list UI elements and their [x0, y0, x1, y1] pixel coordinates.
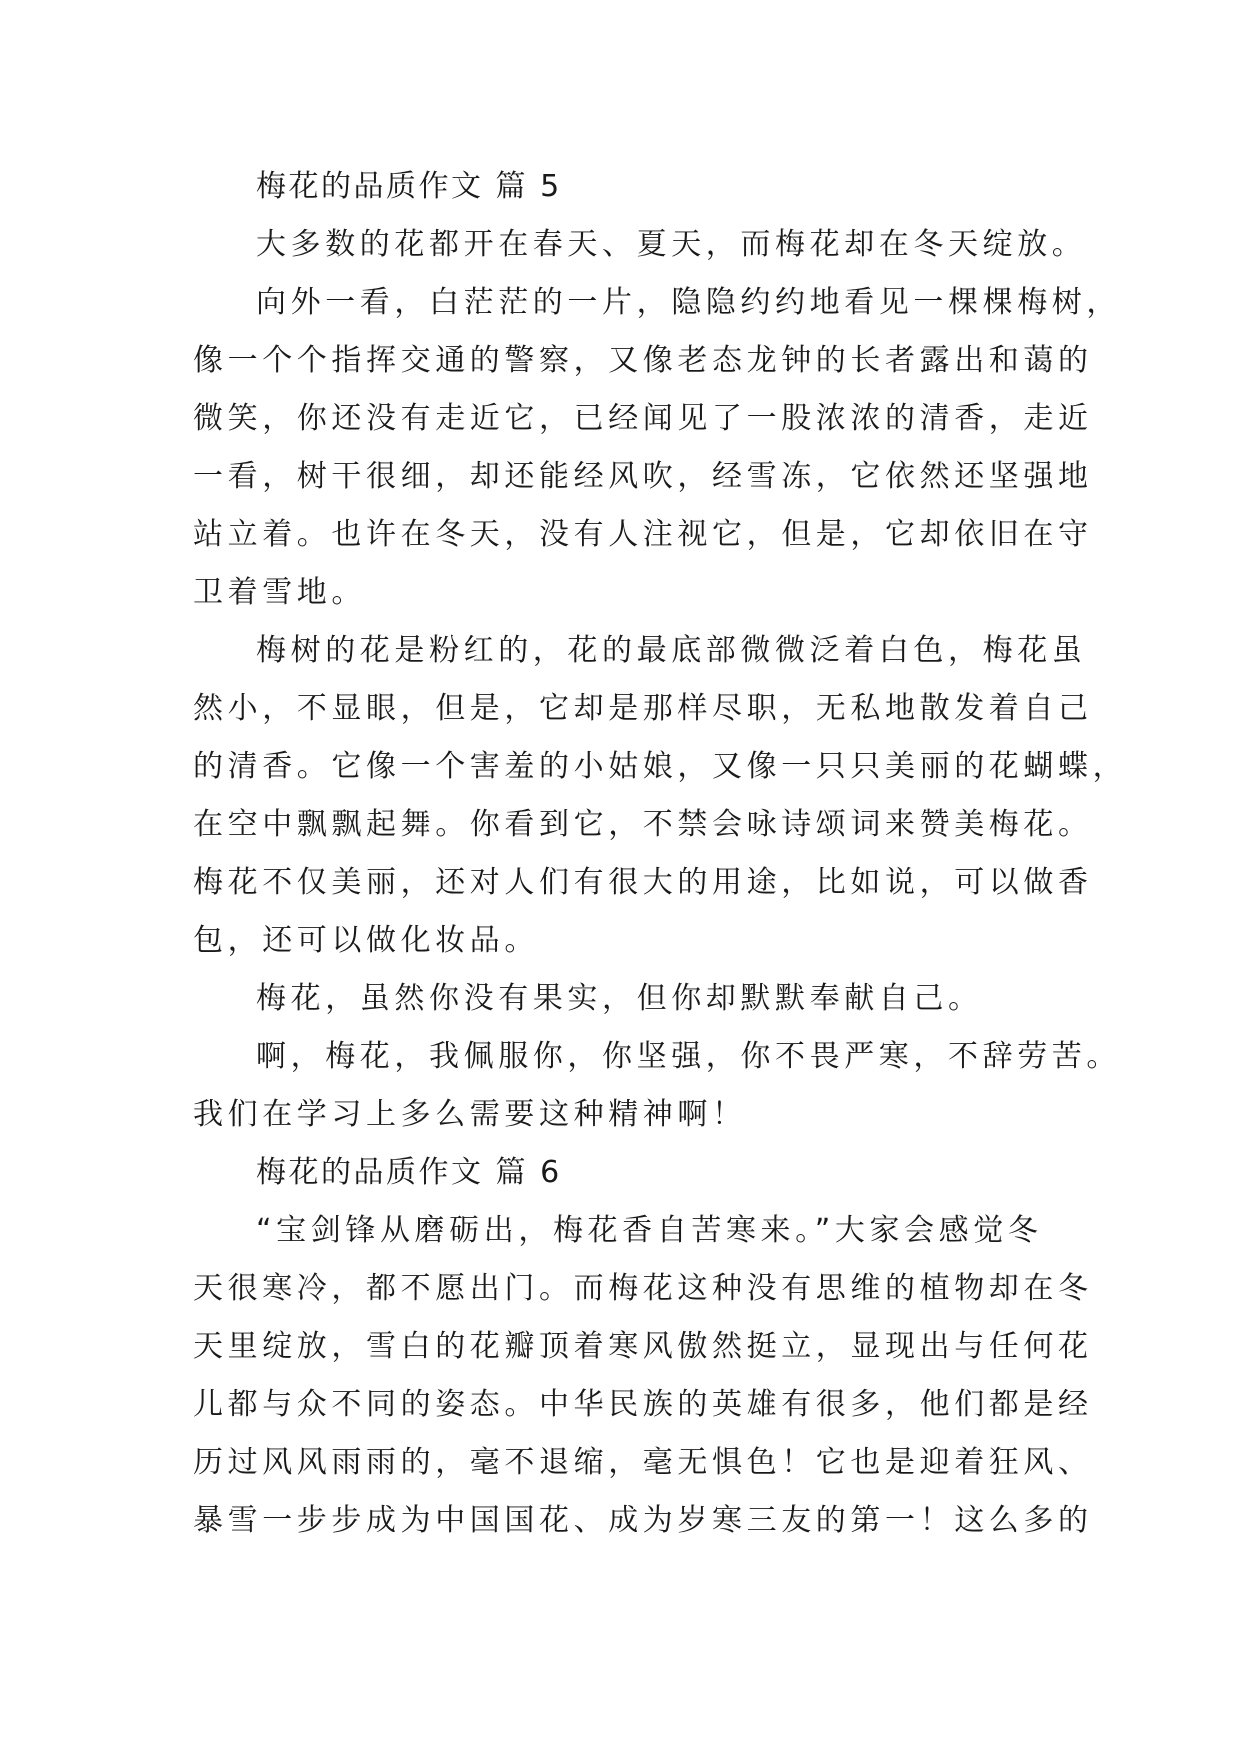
paragraph-line: 大多数的花都开在春天、夏天，而梅花却在冬天绽放。 — [256, 227, 1087, 262]
paragraph-line: 历过风风雨雨的，毫不退缩，毫无惧色！它也是迎着狂风、 — [193, 1445, 1093, 1480]
paragraph-line: 儿都与众不同的姿态。中华民族的英雄有很多，他们都是经 — [193, 1387, 1093, 1422]
paragraph-line: 暴雪一步步成为中国国花、成为岁寒三友的第一！这么多的 — [193, 1503, 1093, 1538]
paragraph-line: 向外一看，白茫茫的一片，隐隐约约地看见一棵棵梅树， — [256, 285, 1121, 320]
paragraph-line: 我们在学习上多么需要这种精神啊！ — [193, 1097, 747, 1132]
paragraph-line: 天里绽放，雪白的花瓣顶着寒风傲然挺立，显现出与任何花 — [193, 1329, 1093, 1364]
paragraph-line: 站立着。也许在冬天，没有人注视它，但是，它却依旧在守 — [193, 517, 1093, 552]
paragraph-line: 包，还可以做化妆品。 — [193, 923, 539, 958]
section-heading: 梅花的品质作文 篇 5 — [256, 169, 562, 204]
paragraph-line: 然小，不显眼，但是，它却是那样尽职，无私地散发着自己 — [193, 691, 1093, 726]
paragraph-line: 梅花不仅美丽，还对人们有很大的用途，比如说，可以做香 — [193, 865, 1093, 900]
paragraph-line: 梅花，虽然你没有果实，但你却默默奉献自己。 — [256, 981, 983, 1016]
paragraph-line: 的清香。它像一个害羞的小姑娘，又像一只只美丽的花蝴蝶， — [193, 749, 1128, 784]
paragraph-line: 在空中飘飘起舞。你看到它，不禁会咏诗颂词来赞美梅花。 — [193, 807, 1093, 842]
paragraph-line: “宝剑锋从磨砺出，梅花香自苦寒来。”大家会感觉冬 — [256, 1213, 1043, 1248]
section-heading: 梅花的品质作文 篇 6 — [256, 1155, 562, 1190]
paragraph-line: 啊，梅花，我佩服你，你坚强，你不畏严寒，不辞劳苦。 — [256, 1039, 1121, 1074]
paragraph-line: 卫着雪地。 — [193, 575, 366, 610]
paragraph-line: 微笑，你还没有走近它，已经闻见了一股浓浓的清香，走近 — [193, 401, 1093, 436]
paragraph-line: 天很寒冷，都不愿出门。而梅花这种没有思维的植物却在冬 — [193, 1271, 1093, 1306]
paragraph-line: 一看，树干很细，却还能经风吹，经雪冻，它依然还坚强地 — [193, 459, 1093, 494]
paragraph-line: 像一个个指挥交通的警察，又像老态龙钟的长者露出和蔼的 — [193, 343, 1093, 378]
paragraph-line: 梅树的花是粉红的，花的最底部微微泛着白色，梅花虽 — [256, 633, 1087, 668]
